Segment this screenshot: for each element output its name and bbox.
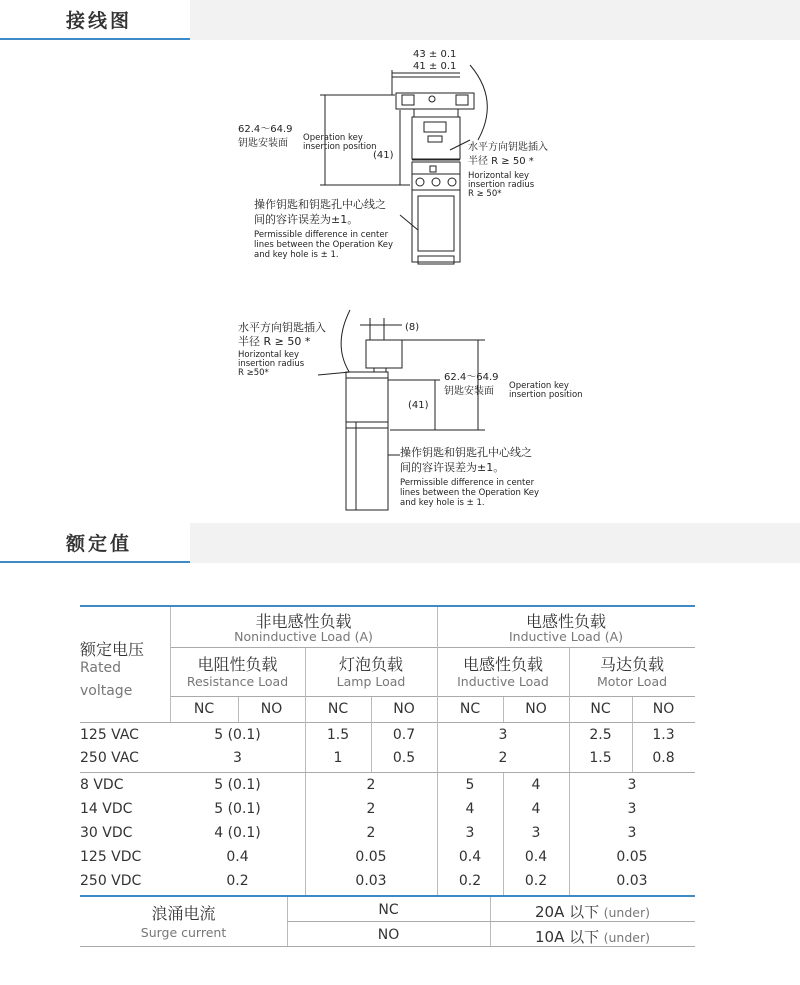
motor-en: Motor Load xyxy=(596,674,668,689)
row-voltage: 8 VDC xyxy=(80,777,124,793)
surge-en: Surge current xyxy=(140,925,227,940)
row-mot-nc: 1.5 xyxy=(589,750,612,766)
radius2-en3: R ≥50* xyxy=(238,368,269,378)
row-voltage: 30 VDC xyxy=(80,825,133,841)
row-lamp: 0.05 xyxy=(355,849,387,865)
row-mot: 0.05 xyxy=(616,849,648,865)
row-ind-no: 0.4 xyxy=(524,849,548,865)
row-lamp: 2 xyxy=(366,825,376,841)
row-lamp-nc: 1.5 xyxy=(326,727,350,743)
row-voltage: 14 VDC xyxy=(80,801,133,817)
mount2-cn: 钥匙安装面 xyxy=(444,386,494,397)
motor-cn: 马达负载 xyxy=(599,655,664,674)
row-ind-no: 4 xyxy=(531,777,541,793)
row-ind-no: 0.2 xyxy=(524,873,548,889)
row-mot-no: 1.3 xyxy=(652,727,675,743)
tol2-cn2: 间的容许误差为±1。 xyxy=(400,461,505,474)
tol2-en3: and key hole is ± 1. xyxy=(400,498,485,508)
insert2-en2: insertion position xyxy=(509,390,583,400)
dim-41: 41 ± 0.1 xyxy=(413,61,457,72)
rated-voltage-en1: Rated xyxy=(80,660,121,676)
row-voltage: 250 VDC xyxy=(80,873,142,889)
hdr-lamp-nc: NC xyxy=(327,701,349,717)
dim-range: 62.4～64.9 xyxy=(238,124,293,135)
row-ind-no: 3 xyxy=(531,825,541,841)
dim2-range: 62.4～64.9 xyxy=(444,372,499,383)
radius2-en2: insertion radius xyxy=(238,359,305,369)
row-res: 4 (0.1) xyxy=(214,825,261,841)
tol2-en1: Permissible difference in center xyxy=(400,478,535,488)
wiring-diagram-top xyxy=(0,40,800,280)
row-res: 5 (0.1) xyxy=(214,801,261,817)
rating-table xyxy=(80,605,695,950)
radius-en1: Horizontal key xyxy=(468,171,529,181)
dim2-41: (41) xyxy=(408,400,429,411)
radius2-cn1: 水平方向钥匙插入 xyxy=(238,321,326,334)
hdr-lamp-no: NO xyxy=(393,701,415,717)
row-mot: 3 xyxy=(627,777,637,793)
row-ind-nc: 3 xyxy=(465,825,475,841)
row-voltage: 125 VAC xyxy=(80,727,139,743)
row-ind-nc: 0.2 xyxy=(458,873,482,889)
tol-cn2: 间的容许误差为±1。 xyxy=(254,213,359,226)
row-lamp-nc: 1 xyxy=(333,750,343,766)
noninductive-en: Noninductive Load (A) xyxy=(234,629,373,644)
insert-label-en2: insertion position xyxy=(303,142,377,152)
hdr-res-no: NO xyxy=(260,701,283,717)
lamp-cn: 灯泡负载 xyxy=(338,655,403,674)
row-mot: 0.03 xyxy=(616,873,648,889)
dim-43: 43 ± 0.1 xyxy=(413,49,457,60)
tol-en2: lines between the Operation Key xyxy=(254,240,393,250)
rated-voltage-cn: 额定电压 xyxy=(80,640,145,659)
row-ind-nc: 4 xyxy=(465,801,475,817)
mount-label-cn: 钥匙安装面 xyxy=(238,138,288,149)
ind-en: Inductive Load xyxy=(457,674,549,689)
hdr-ind-nc: NC xyxy=(459,701,481,717)
inductive-en: Inductive Load (A) xyxy=(508,629,624,644)
section-title: 额定值 xyxy=(66,533,133,555)
hdr-res-nc: NC xyxy=(193,701,215,717)
noninductive-cn: 非电感性负载 xyxy=(255,612,352,631)
resistance-en: Resistance Load xyxy=(186,674,289,689)
row-voltage: 250 VAC xyxy=(80,750,139,766)
wiring-diagram-side xyxy=(0,300,800,515)
lamp-en: Lamp Load xyxy=(336,674,406,689)
row-res: 5 (0.1) xyxy=(214,777,261,793)
hdr-ind-no: NO xyxy=(525,701,547,717)
row-lamp: 0.03 xyxy=(355,873,387,889)
radius2-en1: Horizontal key xyxy=(238,350,299,360)
radius-en2: insertion radius xyxy=(468,180,535,190)
row-voltage: 125 VDC xyxy=(80,849,142,865)
dim-8: (8) xyxy=(405,322,420,333)
radius2-cn2: 半径 R ≥ 50 * xyxy=(238,335,311,348)
surge-no-label: NO xyxy=(377,927,400,943)
row-lamp-no: 0.5 xyxy=(392,750,416,766)
tol-cn1: 操作钥匙和钥匙孔中心线之 xyxy=(254,198,386,211)
insert2-en1: Operation key xyxy=(509,381,569,391)
tol2-en2: lines between the Operation Key xyxy=(400,488,539,498)
section-header-rating xyxy=(0,523,800,563)
row-res: 0.2 xyxy=(226,873,249,889)
radius-cn1: 水平方向钥匙插入 xyxy=(468,142,548,153)
section-title: 接线图 xyxy=(66,10,133,32)
row-mot-no: 0.8 xyxy=(652,750,675,766)
surge-nc-label: NC xyxy=(378,902,399,918)
row-ind: 2 xyxy=(498,750,508,766)
surge-cn: 浪涌电流 xyxy=(151,904,216,923)
surge-no-value: 10A 以下 (under) xyxy=(535,928,650,946)
resistance-cn: 电阻性负载 xyxy=(197,655,278,674)
row-ind-nc: 0.4 xyxy=(458,849,482,865)
row-mot: 3 xyxy=(627,801,637,817)
row-ind-no: 4 xyxy=(531,801,541,817)
surge-nc-value: 20A 以下 (under) xyxy=(535,903,650,921)
row-mot-nc: 2.5 xyxy=(589,727,612,743)
row-ind: 3 xyxy=(498,727,508,743)
tol2-cn1: 操作钥匙和钥匙孔中心线之 xyxy=(400,446,532,459)
radius-en3: R ≥ 50* xyxy=(468,189,502,199)
insert-label-en1: Operation key xyxy=(303,133,363,143)
row-mot: 3 xyxy=(627,825,637,841)
row-lamp-no: 0.7 xyxy=(392,727,416,743)
tol-en3: and key hole is ± 1. xyxy=(254,250,339,260)
rated-voltage-en2: voltage xyxy=(80,683,133,699)
hdr-mot-no: NO xyxy=(652,701,675,717)
row-ind-nc: 5 xyxy=(465,777,475,793)
hdr-mot-nc: NC xyxy=(590,701,611,717)
row-res: 0.4 xyxy=(226,849,249,865)
row-lamp: 2 xyxy=(366,777,376,793)
radius-cn2: 半径 R ≥ 50 * xyxy=(468,156,534,167)
row-res: 3 xyxy=(233,750,242,766)
section-header-wiring xyxy=(0,0,800,40)
inductive-cn: 电感性负载 xyxy=(525,612,606,631)
tol-en1: Permissible difference in center xyxy=(254,230,389,240)
ind-cn: 电感性负载 xyxy=(462,655,543,674)
row-res: 5 (0.1) xyxy=(214,727,261,743)
dim-41-paren: (41) xyxy=(373,150,394,161)
row-lamp: 2 xyxy=(366,801,376,817)
